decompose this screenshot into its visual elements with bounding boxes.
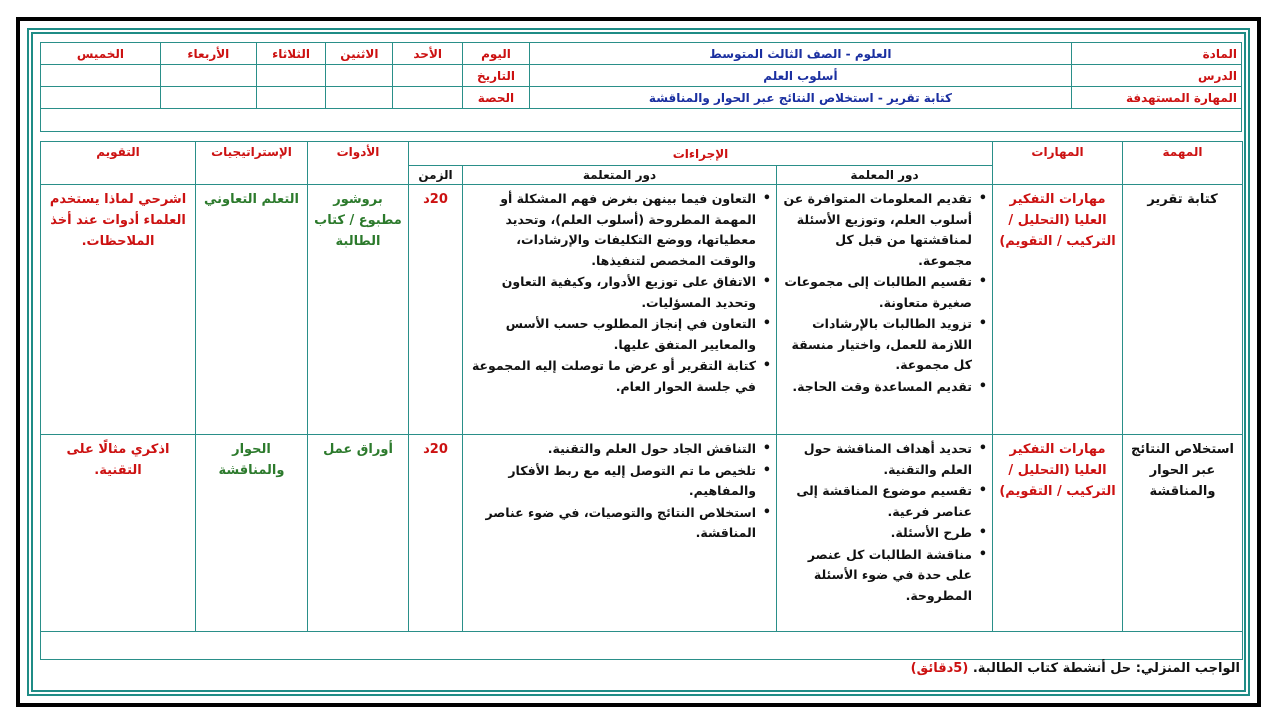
lesson-value: أسلوب العلم	[530, 65, 1072, 87]
row1-time: 20د	[409, 185, 463, 435]
row1-teacher-role	[777, 185, 993, 435]
homework-duration: (5دقائق)	[910, 661, 969, 676]
list-item: • تقديم المعلومات المتوافرة عن أسلوب العلم، وتوزيع الأسئلة لمناقشتها من قبل كل مجموعة.	[781, 189, 972, 271]
row1-task: كتابة تقرير	[1123, 185, 1243, 435]
row1-tools: بروشور مطبوع / كتاب الطالبة	[308, 185, 409, 435]
date-cell	[41, 65, 161, 87]
list-item: • كتابة التقرير أو عرض ما توصلت إليه المجموعة في جلسة الحوار العام.	[467, 356, 756, 397]
list-item: • تلخيص ما تم التوصل إليه مع ربط الأفكار والمفاهيم.	[467, 461, 756, 502]
table-row	[41, 185, 1243, 435]
day-monday: الاثنين	[326, 43, 393, 65]
row1-student-role	[463, 185, 777, 435]
date-cell	[393, 65, 463, 87]
skill-label: المهارة المستهدفة	[1071, 87, 1241, 109]
list-item: • التعاون فيما بينهن بغرض فهم المشكلة أو المهمة المطروحة (أسلوب العلم)، وتحديد معطياتها، ووضع التكليفات والإرشادات، والوقت المخصص لتنفيذها.	[467, 189, 756, 271]
day-tuesday: الثلاثاء	[256, 43, 326, 65]
period-cell	[41, 87, 161, 109]
day-label: اليوم	[462, 43, 529, 65]
list-item: • الاتفاق على توزيع الأدوار، وكيفية التعاون وتحديد المسؤليات.	[467, 272, 756, 313]
col-teacher-role: دور المعلمة	[777, 166, 993, 185]
list-item: • تزويد الطالبات بالإرشادات اللازمة للعمل، واختيار منسقة كل مجموعة.	[781, 314, 972, 376]
col-skills: المهارات	[993, 142, 1123, 185]
day-thursday: الخميس	[41, 43, 161, 65]
list-item: • تحديد أهداف المناقشة حول العلم والتقنية.	[781, 439, 972, 480]
day-sunday: الأحد	[393, 43, 463, 65]
col-task: المهمة	[1123, 142, 1243, 185]
homework-text: الواجب المنزلي: حل أنشطة كتاب الطالبة.	[972, 661, 1240, 676]
row2-strategy: الحوار والمناقشة	[196, 435, 308, 632]
list-item: • تقسيم الطالبات إلى مجموعات صغيرة متعاونة.	[781, 272, 972, 313]
col-time: الزمن	[409, 166, 463, 185]
subject-value: العلوم - الصف الثالث المتوسط	[530, 43, 1072, 65]
col-tools: الأدوات	[308, 142, 409, 185]
spacer-row	[41, 109, 1242, 132]
list-item: • التعاون في إنجاز المطلوب حسب الأسس والمعايير المتفق عليها.	[467, 314, 756, 355]
row2-teacher-role	[777, 435, 993, 632]
period-cell	[256, 87, 326, 109]
col-procedures: الإجراءات	[409, 142, 993, 166]
list-item: • مناقشة الطالبات كل عنصر على حدة في ضوء الأسئلة المطروحة.	[781, 545, 972, 607]
col-strategies: الإستراتيجيات	[196, 142, 308, 185]
homework-note	[911, 661, 1240, 676]
row1-strategy: التعلم التعاوني	[196, 185, 308, 435]
period-label: الحصة	[462, 87, 529, 109]
date-label: التاريخ	[462, 65, 529, 87]
date-cell	[160, 65, 256, 87]
day-wednesday: الأربعاء	[160, 43, 256, 65]
period-cell	[393, 87, 463, 109]
list-item: • استخلاص النتائج والتوصيات، في ضوء عناصر المناقشة.	[467, 503, 756, 544]
date-cell	[256, 65, 326, 87]
row2-evaluation: اذكري مثالًا على التقنية.	[41, 435, 196, 632]
lesson-label: الدرس	[1071, 65, 1241, 87]
row2-skills: مهارات التفكير العليا (التحليل / التركيب / التقويم)	[993, 435, 1123, 632]
table-row	[41, 435, 1243, 632]
lesson-plan-table	[40, 141, 1243, 660]
date-cell	[326, 65, 393, 87]
list-item: • طرح الأسئلة.	[781, 523, 972, 544]
row1-skills: مهارات التفكير العليا (التحليل / التركيب / التقويم)	[993, 185, 1123, 435]
list-item: • التناقش الجاد حول العلم والتقنية.	[467, 439, 756, 460]
col-evaluation: التقويم	[41, 142, 196, 185]
row1-evaluation: اشرحي لماذا يستخدم العلماء أدوات عند أخذ الملاحظات.	[41, 185, 196, 435]
list-item: • تقسيم موضوع المناقشة إلى عناصر فرعية.	[781, 481, 972, 522]
subject-label: المادة	[1071, 43, 1241, 65]
col-student-role: دور المتعلمة	[463, 166, 777, 185]
period-cell	[326, 87, 393, 109]
period-cell	[160, 87, 256, 109]
row2-student-role	[463, 435, 777, 632]
row2-task: استخلاص النتائج عبر الحوار والمناقشة	[1123, 435, 1243, 632]
row2-tools: أوراق عمل	[308, 435, 409, 632]
empty-row	[41, 632, 1243, 660]
row2-time: 20د	[409, 435, 463, 632]
skill-value: كتابة تقرير - استخلاص النتائج عبر الحوار والمناقشة	[530, 87, 1072, 109]
header-table	[40, 42, 1242, 132]
list-item: • تقديم المساعدة وقت الحاجة.	[781, 377, 972, 398]
